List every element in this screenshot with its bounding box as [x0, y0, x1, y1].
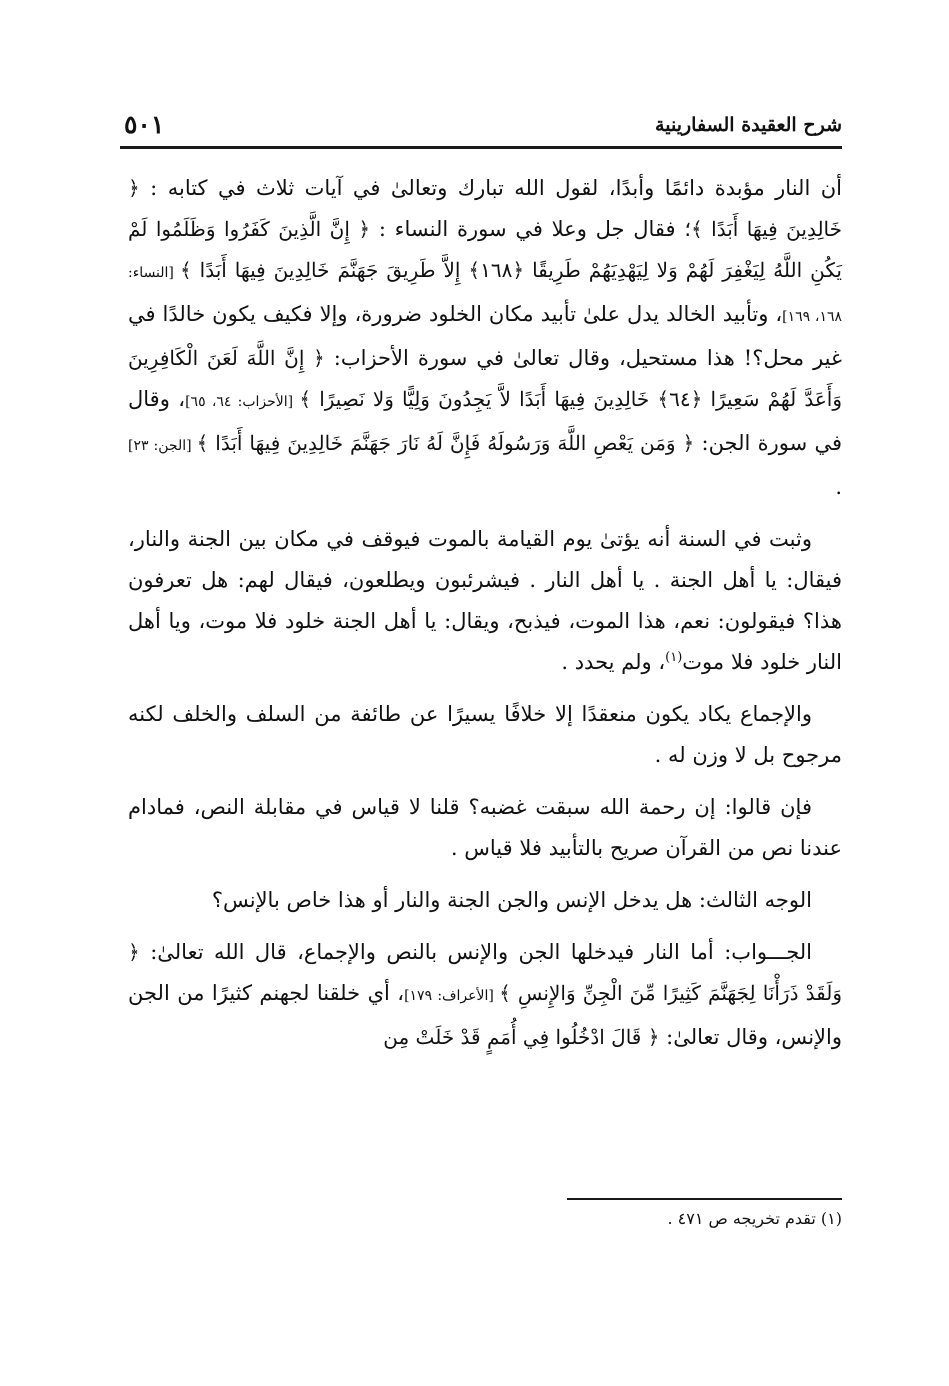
- quran-verse: ﴿ وَمَن يَعْصِ اللَّهَ وَرَسُولَهُ فَإِنَّ لَهُ نَارَ جَهَنَّمَ خَالِدِينَ فِيهَا أَبَدًا ﴾: [196, 431, 695, 455]
- paragraph-text: ، أي خلقنا لجهنم كثيرًا من الجن والإنس، وقال تعالىٰ:: [128, 981, 842, 1049]
- quran-verse: ﴿ خَالِدِينَ فِيهَا أَبَدًا ﴾: [128, 176, 842, 241]
- quran-verse: ﴿ إِنَّ الَّذِينَ كَفَرُوا وَظَلَمُوا لَمْ يَكُنِ اللَّهُ لِيَغْفِرَ لَهُمْ وَلا لِيَهْدِيَهُمْ طَرِيقًا ﴿١٦٨﴾ إِلاَّ طَرِيقَ جَهَنَّمَ خَالِدِينَ فِيهَا أَبَدًا ﴾: [128, 217, 842, 282]
- running-title: شرح العقيدة السفارينية: [655, 114, 842, 136]
- footnote-divider: [567, 1198, 842, 1200]
- quran-verse: ﴿ وَلَقَدْ ذَرَأْنَا لِجَهَنَّمَ كَثِيرًا مِّنَ الْجِنِّ وَالإِنسِ ﴾: [128, 940, 842, 1005]
- paragraph-text: ، وقال في سورة الجن:: [128, 387, 842, 455]
- paragraph-text: وثبت في السنة أنه يؤتىٰ يوم القيامة بالموت فيوقف في مكان بين الجنة والنار، فيقال: يا أهل الجنة . يا أهل النار . فيشرئبون ويطلعون، فيقال لهم: هل تعرفون هذا؟ فيقولون: نعم، هذا الموت، فيذبح، ويقال: يا أهل الجنة خلود فلا موت، ويا أهل النار خلود فلا موت: [128, 527, 842, 674]
- paragraph: [128, 694, 842, 776]
- footnotes: [128, 1198, 842, 1230]
- paragraph-text: والإجماع يكاد يكون منعقدًا إلا خلافًا يسيرًا عن طائفة من السلف والخلف لكنه مرجوح بل لا وزن له .: [128, 702, 842, 767]
- quran-verse: ﴿ قَالَ ادْخُلُوا فِي أُمَمٍ قَدْ خَلَتْ مِن: [383, 1025, 660, 1049]
- paragraph-text: فإن قالوا: إن رحمة الله سبقت غضبه؟ قلنا لا قياس في مقابلة النص، فمادام عندنا نص من القرآن صريح بالتأبيد فلا قياس .: [128, 795, 842, 860]
- paragraph: [128, 168, 842, 508]
- body-text: [128, 168, 842, 1069]
- paragraph-text: ، وتأبيد الخالد يدل علىٰ تأبيد مكان الخلود ضرورة، وإلا فكيف يكون خالدًا في غير محل؟! هذا مستحيل، وقال تعالىٰ في سورة الأحزاب:: [128, 302, 842, 370]
- paragraph-text: .: [835, 475, 842, 499]
- paragraph: [128, 787, 842, 869]
- page-number: ٥٠١: [124, 110, 165, 139]
- verse-reference: [الأحزاب: ٦٤، ٦٥]: [185, 394, 300, 410]
- paragraph-text: الجـــواب: أما النار فيدخلها الجن والإنس بالنص والإجماع، قال الله تعالىٰ:: [139, 940, 812, 964]
- footnote: (١) تقدم تخريجه ص ٤٧١ .: [667, 1209, 842, 1228]
- verse-reference: [الجن: ٢٣]: [128, 438, 197, 454]
- verse-reference: [الأعراف: ١٧٩]: [404, 988, 500, 1004]
- paragraph: [128, 932, 842, 1058]
- verse-reference: [النساء: ١٦٨، ١٦٩]: [128, 265, 842, 325]
- paragraph-text: أن النار مؤبدة دائمًا وأبدًا، لقول الله تبارك وتعالىٰ في آيات ثلاث في كتابه :: [139, 176, 842, 200]
- page-header: [120, 108, 842, 149]
- paragraph: [128, 880, 842, 921]
- footnote-marker: (١): [665, 650, 683, 665]
- paragraph-text: ؛ فقال جل وعلا في سورة النساء :: [370, 217, 692, 241]
- paragraph-text: الوجه الثالث: هل يدخل الإنس والجن الجنة والنار أو هذا خاص بالإنس؟: [211, 888, 812, 912]
- paragraph-text: ، ولم يحدد .: [561, 650, 666, 674]
- quran-verse: ﴿ إِنَّ اللَّهَ لَعَنَ الْكَافِرِينَ وَأَعَدَّ لَهُمْ سَعِيرًا ﴿٦٤﴾ خَالِدِينَ فِيهَا أَبَدًا لاَّ يَجِدُونَ وَلِيًّا وَلا نَصِيرًا ﴾: [128, 346, 843, 411]
- paragraph: [128, 519, 842, 683]
